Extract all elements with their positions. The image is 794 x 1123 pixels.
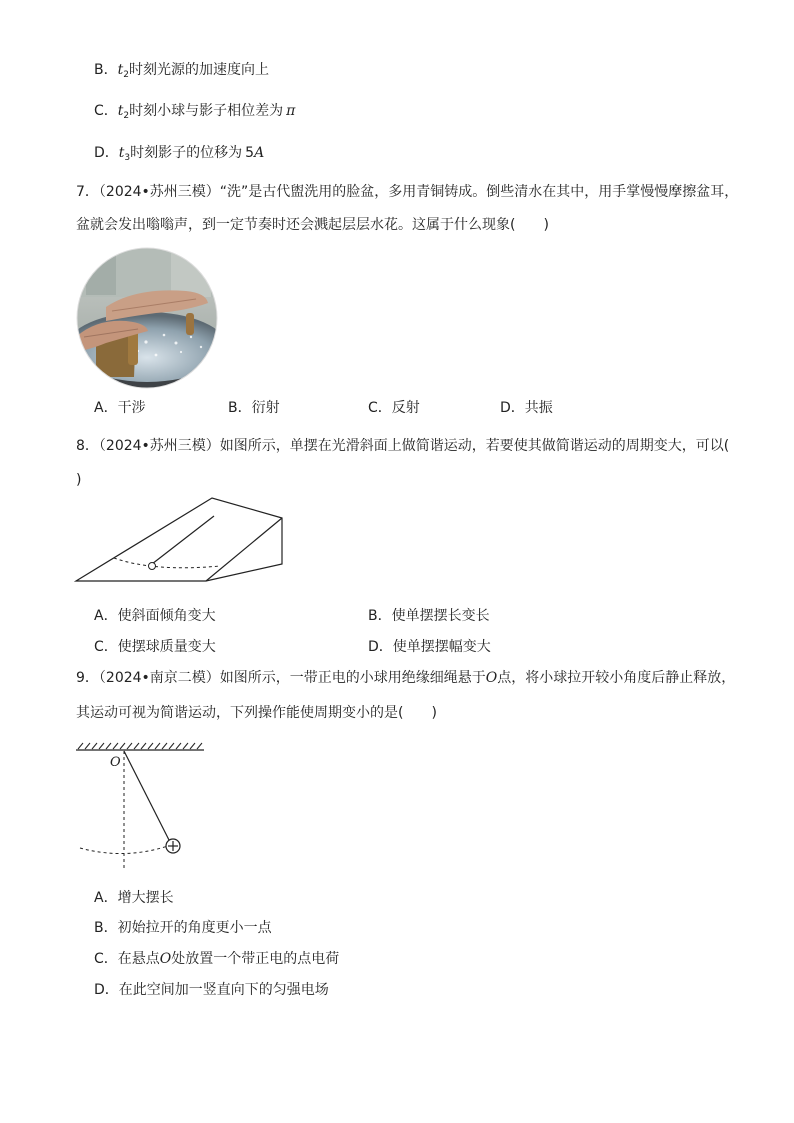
q9-stem-line2: 其运动可视为简谐运动，下列操作能使周期变小的是( )	[76, 705, 437, 721]
q9-pivot-label: O	[110, 755, 121, 770]
q8-incline-figure	[74, 494, 290, 584]
q8-option-c: C．使摆球质量变大	[94, 639, 216, 655]
q9-option-a: A．增大摆长	[94, 890, 174, 906]
q6-option-d: D．$t_3$时刻影子的位移为 5A	[94, 145, 265, 163]
q9-option-d: D．在此空间加一竖直向下的匀强电场	[94, 982, 329, 998]
q9-option-b: B．初始拉开的角度更小一点	[94, 920, 272, 936]
q7-option-c: C．反射	[368, 400, 420, 416]
q7-photo	[76, 247, 218, 389]
q7-stem-line2: 盆就会发出嗡嗡声，到一定节奏时还会溅起层层水花。这属于什么现象( )	[76, 217, 549, 233]
q7-option-b: B．衍射	[228, 400, 280, 416]
q7-option-d: D．共振	[500, 400, 553, 416]
q8-option-d: D．使单摆摆幅变大	[368, 639, 491, 655]
q8-option-b: B．使单摆摆长变长	[368, 608, 490, 624]
q8-stem-line1: 8．（2024•苏州三模）如图所示，单摆在光滑斜面上做简谐运动，若要使其做简谐运动的周期变大，可以(	[76, 438, 730, 454]
q9-pendulum-figure	[72, 740, 212, 870]
q9-stem-line1: 9．（2024•南京二模）如图所示，一带正电的小球用绝缘细绳悬于O点，将小球拉开较小角度后静止释放，	[76, 670, 736, 686]
q7-option-a: A．干涉	[94, 400, 146, 416]
q6-option-b: B．$t_2$时刻光源的加速度向上	[94, 62, 269, 80]
q8-option-a: A．使斜面倾角变大	[94, 608, 216, 624]
q7-stem-line1: 7．（2024•苏州三模）“洗”是古代盥洗用的脸盆，多用青铜铸成。倒些清水在其中，用手掌慢慢摩擦盆耳，	[76, 184, 739, 200]
q9-option-c: C．在悬点O处放置一个带正电的点电荷	[94, 951, 340, 967]
q6-option-c: C．$t_2$时刻小球与影子相位差为 π	[94, 103, 296, 121]
q8-stem-line2: )	[76, 472, 82, 488]
